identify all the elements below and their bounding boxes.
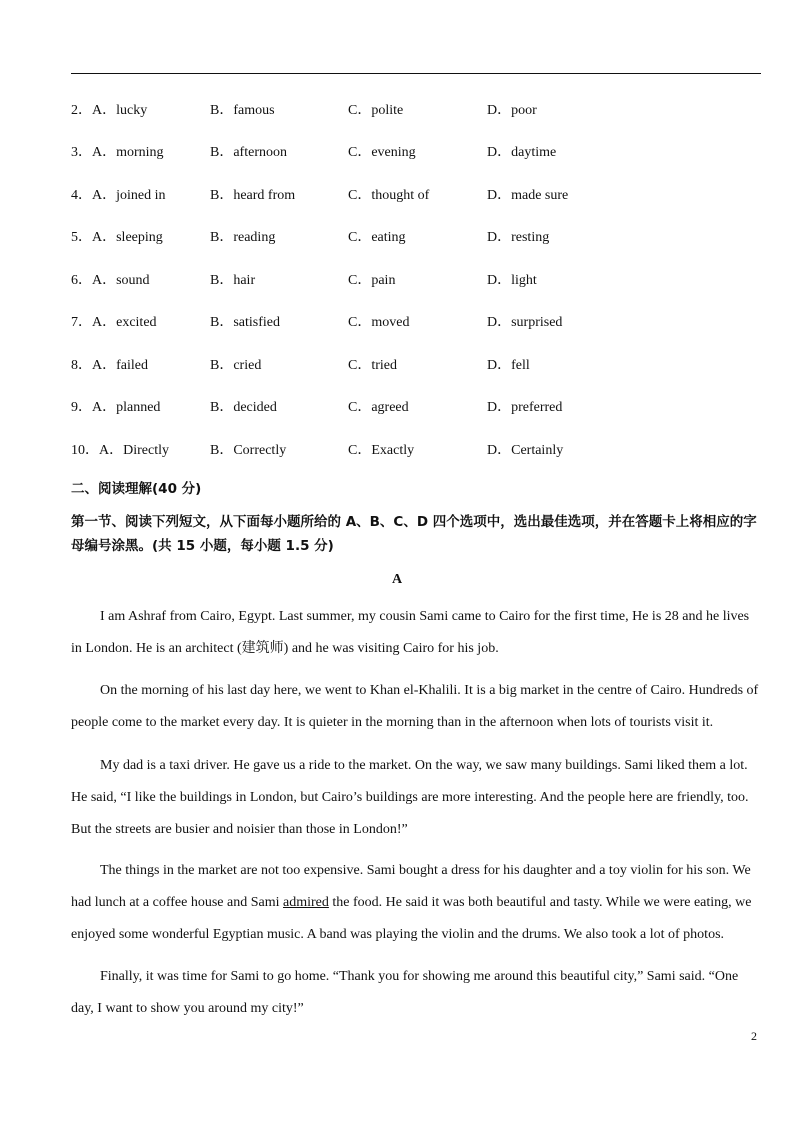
- passage-paragraph: [71, 855, 763, 951]
- option-c: C．polite: [348, 103, 404, 118]
- underlined-word: admired: [283, 895, 329, 910]
- option-c: C．pain: [348, 273, 396, 288]
- option-d: D．preferred: [487, 400, 563, 415]
- option-d: D．made sure: [487, 188, 569, 203]
- option-c: C．moved: [348, 315, 410, 330]
- option-b: B．afternoon: [210, 145, 287, 160]
- option-c: C．eating: [348, 230, 406, 245]
- option-d: D．light: [487, 273, 537, 288]
- option-a: 4．A．joined in: [71, 188, 166, 203]
- passage-title: A: [391, 572, 403, 587]
- option-a: 3．A．morning: [71, 145, 164, 160]
- option-a: 8．A．failed: [71, 358, 148, 373]
- header-rule: [71, 73, 761, 74]
- passage-paragraph: I am Ashraf from Cairo, Egypt. Last summer, my cousin Sami came to Cairo for the first time, He is 28 and he lives in London. He is an architect (建筑师) and he was visiting Cairo for his job.: [71, 609, 750, 656]
- option-b: B．Correctly: [210, 443, 287, 458]
- option-c: C．agreed: [348, 400, 409, 415]
- option-c: C．Exactly: [348, 443, 415, 458]
- option-d: D．Certainly: [487, 443, 564, 458]
- option-b: B．decided: [210, 400, 277, 415]
- option-d: D．daytime: [487, 145, 557, 160]
- option-c: C．tried: [348, 358, 397, 373]
- option-a: 7．A．excited: [71, 315, 157, 330]
- option-b: B．heard from: [210, 188, 296, 203]
- paragraph-text: the food. He said it was both beautiful and tasty. While we were eating, we enjoyed some wonderful Egyptian music. A band was playing the violin and the drums. We also took a lot of photos.: [71, 895, 752, 942]
- option-b: B．hair: [210, 273, 256, 288]
- option-b: B．famous: [210, 103, 275, 118]
- paragraph-text: The things in the market are not too expensive. Sami bought a dress for his daughter and a toy violin for his son. We had lunch at a coffee house and Sami: [71, 863, 751, 910]
- option-a: 5．A．sleeping: [71, 230, 163, 245]
- option-d: D．poor: [487, 103, 537, 118]
- option-d: D．resting: [487, 230, 550, 245]
- option-d: D．surprised: [487, 315, 563, 330]
- passage-paragraph: On the morning of his last day here, we went to Khan el-Khalili. It is a big market in the centre of Cairo. Hundreds of people come to the market every day. It is quieter in the morning than in the afternoon when lots of tourists visit it.: [71, 683, 759, 730]
- option-b: B．reading: [210, 230, 276, 245]
- option-a: 6．A．sound: [71, 273, 150, 288]
- page-number: 2: [751, 1029, 757, 1043]
- option-b: B．satisfied: [210, 315, 280, 330]
- option-d: D．fell: [487, 358, 530, 373]
- option-c: C．evening: [348, 145, 416, 160]
- passage-paragraph: My dad is a taxi driver. He gave us a ride to the market. On the way, we saw many buildings. Sami liked them a lot. He said, “I like the buildings in London, but Cairo’s buildings are more interesting. And the people here are friendly, too. But the streets are busier and noisier than those in London!”: [71, 758, 749, 837]
- section-heading: 二、阅读理解(40 分): [71, 481, 202, 497]
- option-c: C．thought of: [348, 188, 430, 203]
- passage-paragraph: Finally, it was time for Sami to go home. “Thank you for showing me around this beautiful city,” Sami said. “One day, I want to show you around my city!”: [71, 969, 739, 1016]
- option-a: 2．A．lucky: [71, 103, 148, 118]
- section-instructions: 第一节、阅读下列短文，从下面每小题所给的 A、B、C、D 四个选项中，选出最佳选项，并在答题卡上将相应的字母编号涂黑。(共 15 小题，每小题 1.5 分): [71, 514, 757, 554]
- option-a: 10．A．Directly: [71, 443, 169, 458]
- option-a: 9．A．planned: [71, 400, 161, 415]
- option-b: B．cried: [210, 358, 262, 373]
